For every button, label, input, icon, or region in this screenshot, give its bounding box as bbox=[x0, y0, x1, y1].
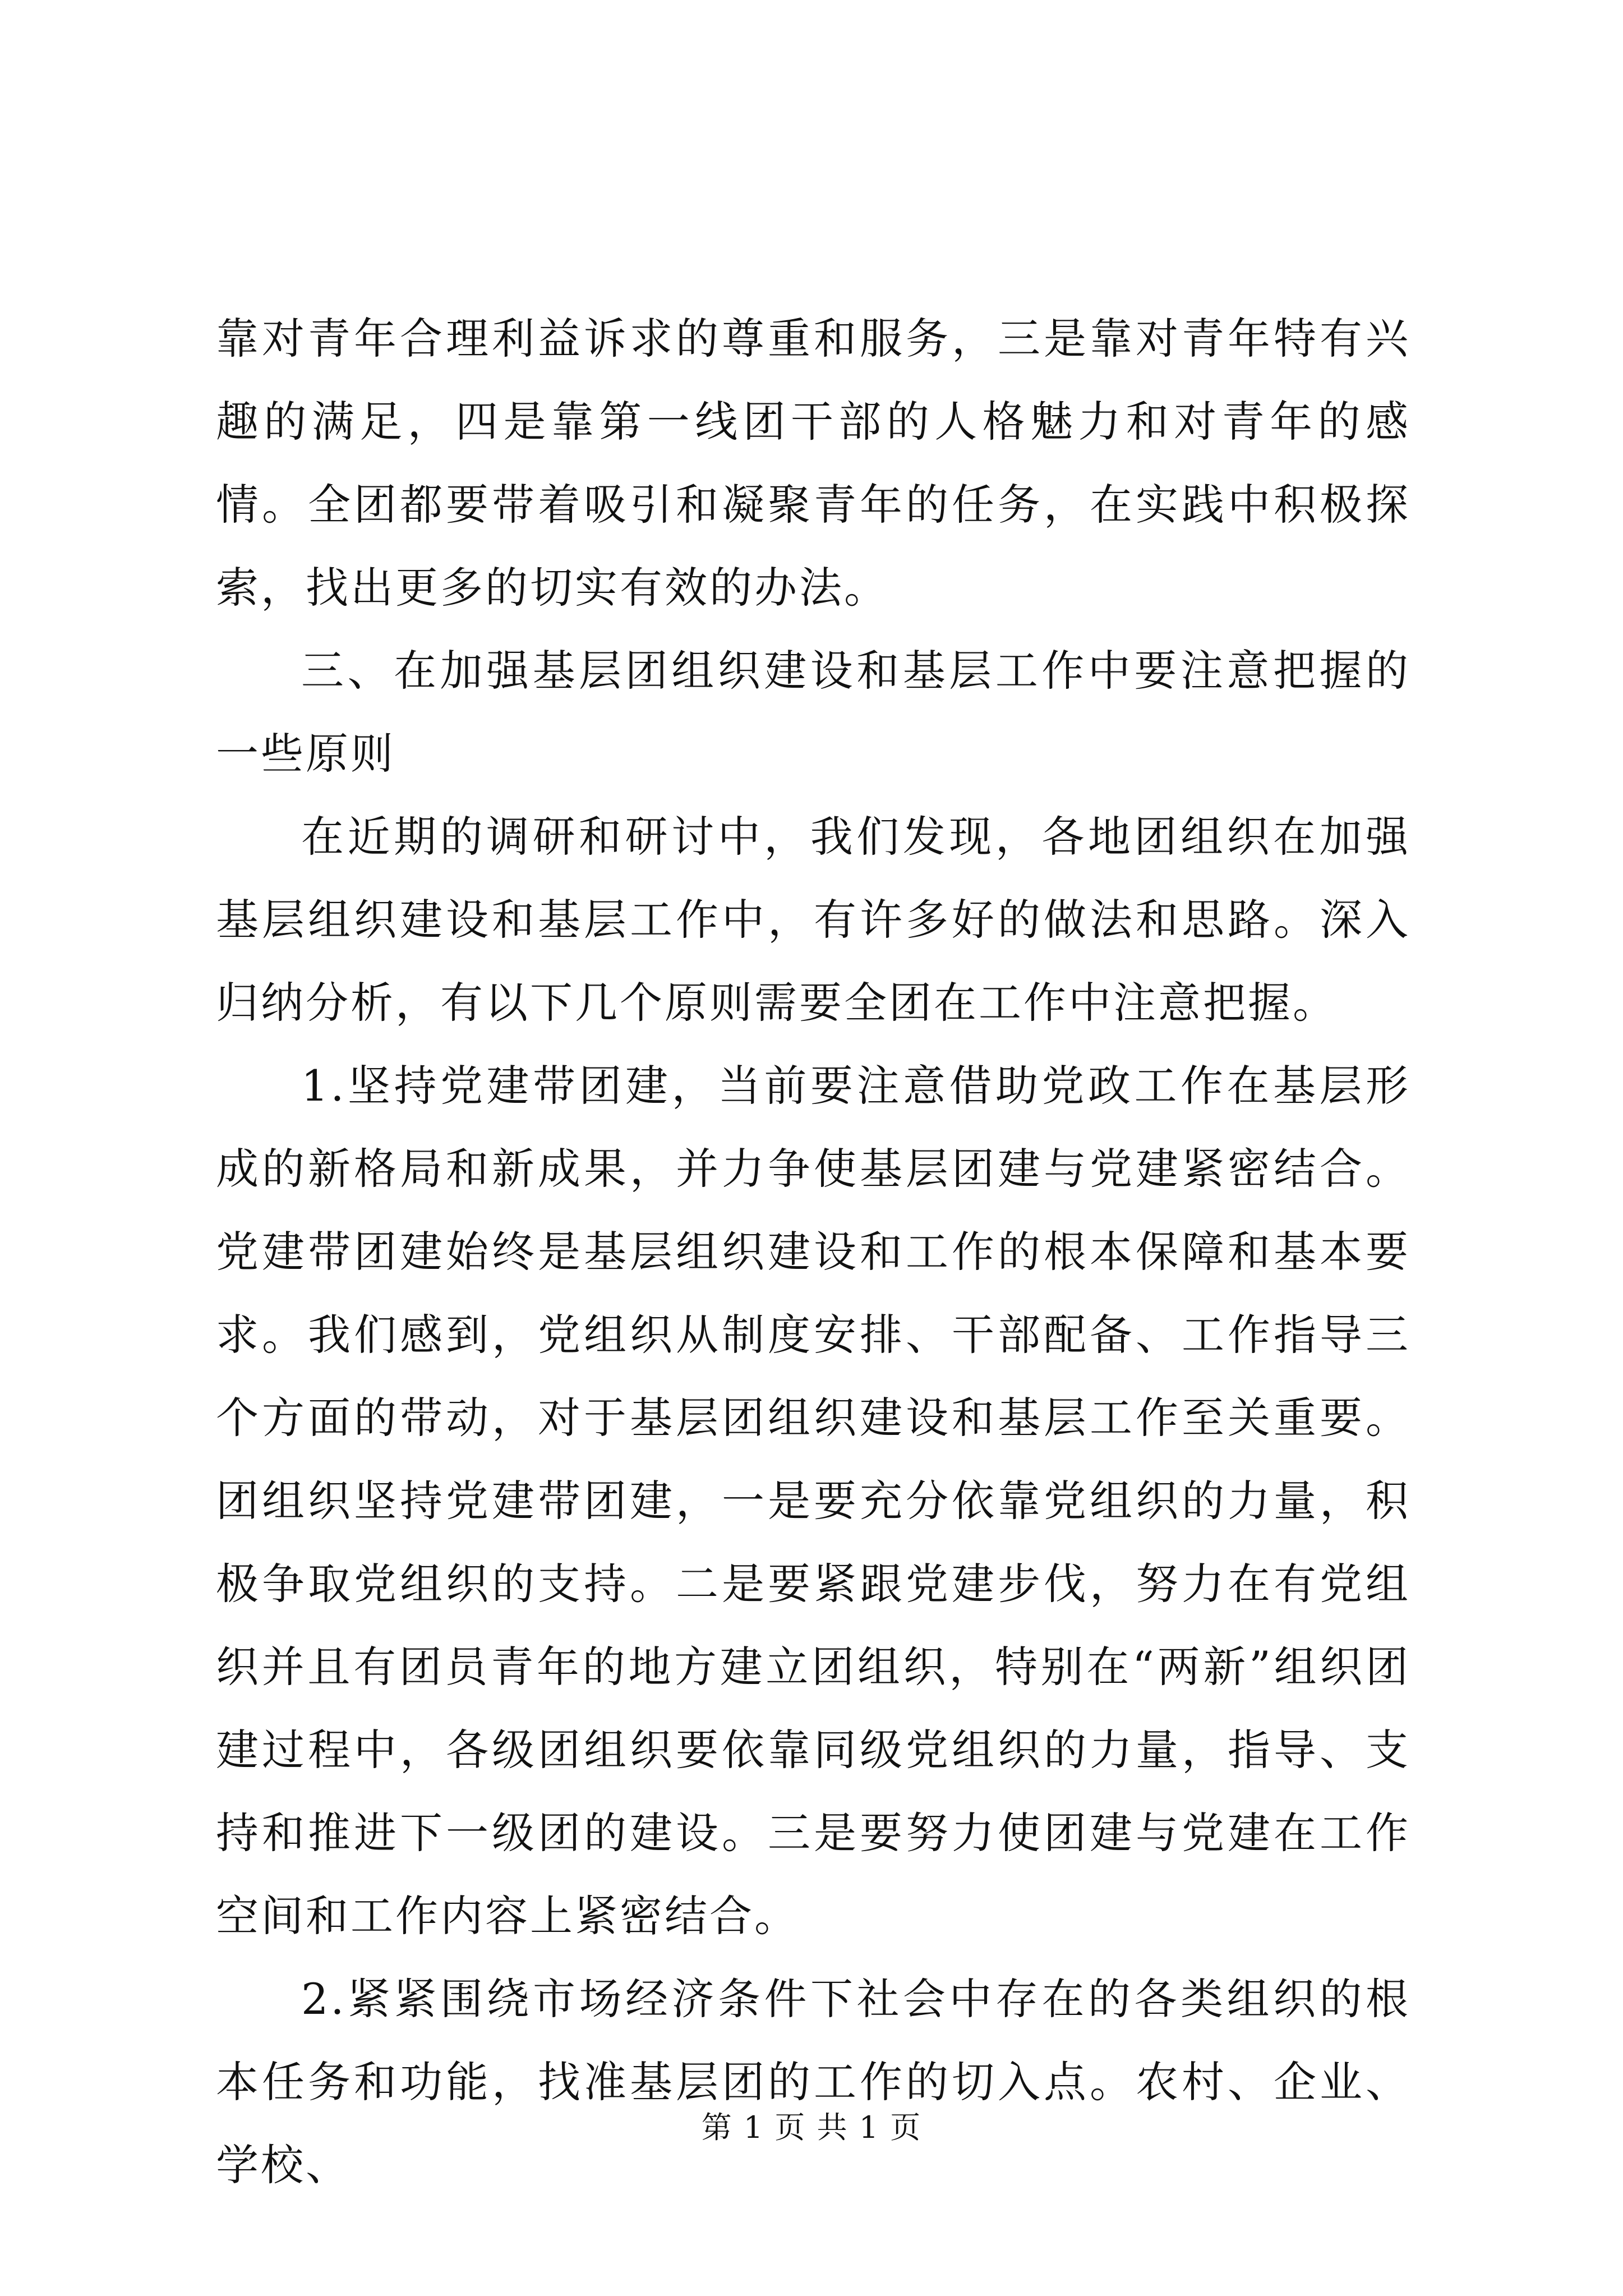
document-body bbox=[216, 297, 1410, 2207]
paragraph-item-2: 2.紧紧围绕市场经济条件下社会中存在的各类组织的根本任务和功能，找准基层团的工作的切入点。农村、企业、学校、 bbox=[216, 1974, 1410, 2190]
paragraph-continuation: 靠对青年合理利益诉求的尊重和服务，三是靠对青年特有兴趣的满足，四是靠第一线团干部的人格魅力和对青年的感情。全团都要带着吸引和凝聚青年的任务，在实践中积极探索，找出更多的切实有效的办法。 bbox=[216, 314, 1410, 613]
section-heading: 三、在加强基层团组织建设和基层工作中要注意把握的一些原则 bbox=[216, 646, 1410, 779]
page-number-footer: 第 1 页 共 1 页 bbox=[701, 2110, 922, 2145]
paragraph-item-1: 1.坚持党建带团建，当前要注意借助党政工作在基层形成的新格局和新成果，并力争使基层团建与党建紧密结合。党建带团建始终是基层组织建设和工作的根本保障和基本要求。我们感到，党组织从制度安排、干部配备、工作指导三个方面的带动，对于基层团组织建设和基层工作至关重要。团组织坚持党建带团建，一是要充分依靠党组织的力量，积极争取党组织的支持。二是要紧跟党建步伐，努力在有党组织并且有团员青年的地方建立团组织，特别在“两新”组织团建过程中，各级团组织要依靠同级党组织的力量，指导、支持和推进下一级团的建设。三是要努力使团建与党建在工作空间和工作内容上紧密结合。 bbox=[216, 1061, 1410, 1941]
paragraph: 在近期的调研和研讨中，我们发现，各地团组织在加强基层组织建设和基层工作中，有许多好的做法和思路。深入归纳分析，有以下几个原则需要全团在工作中注意把握。 bbox=[216, 812, 1410, 1028]
